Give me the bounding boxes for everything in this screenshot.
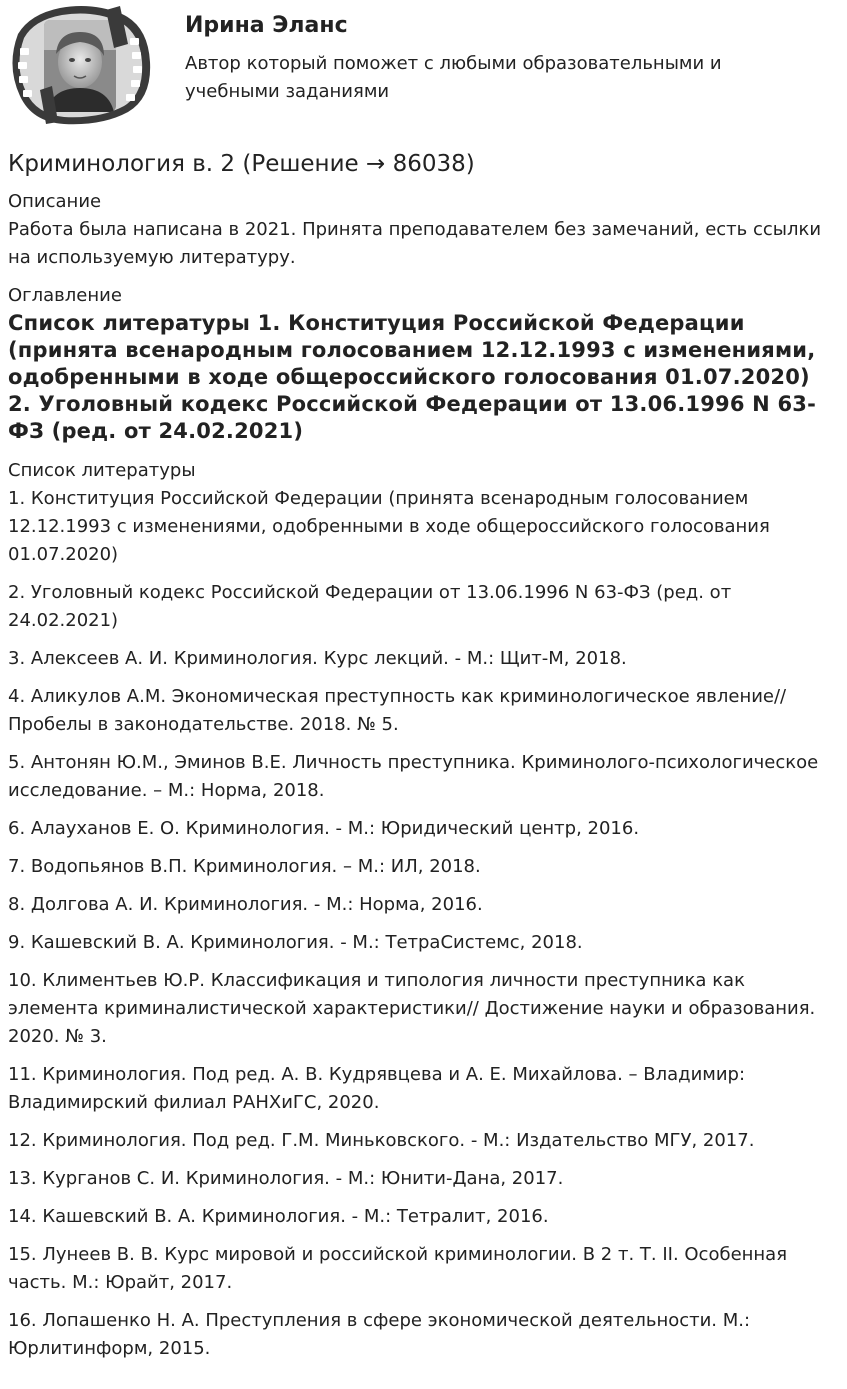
work-content (8, 146, 840, 1373)
bibliography-item: 10. Климентьев Ю.Р. Классификация и типология личности преступника как элемента криминалистической характеристики// Достижение науки и образования. 2020. № 3. (8, 970, 816, 1047)
bibliography-item: 4. Аликулов А.М. Экономическая преступность как криминологическое явление// Пробелы в законодательстве. 2018. № 5. (8, 686, 787, 735)
page-title: Криминология в. 2 (Решение → 86038) (8, 151, 475, 177)
bibliography-item: 5. Антонян Ю.М., Эминов В.Е. Личность преступника. Криминолого-психологическое исследование. – М.: Норма, 2018. (8, 752, 819, 801)
bibliography-item: 12. Криминология. Под ред. Г.М. Миньковского. - М.: Издательство МГУ, 2017. (8, 1130, 755, 1151)
bibliography-item: 15. Лунеев В. В. Курс мировой и российской криминологии. В 2 т. Т. II. Особенная часть. М.: Юрайт, 2017. (8, 1244, 788, 1293)
bibliography-item: 2. Уголовный кодекс Российской Федерации от 13.06.1996 N 63-ФЗ (ред. от 24.02.2021) (8, 582, 732, 631)
toc-text: Список литературы 1. Конституция Российской Федерации (принята всенародным голосованием 12.12.1993 с изменениями, одобренными в ходе общероссийского голосования 01.07.2020) 2. Уголовный кодекс Российской Федерации от 13.06.1996 N 63-ФЗ (ред. от 24.02.2021) (8, 311, 816, 443)
bibliography-item: 14. Кашевский В. А. Криминология. - М.: Тетралит, 2016. (8, 1206, 549, 1227)
bibliography-item: 16. Лопашенко Н. А. Преступления в сфере экономической деятельности. М.: Юрлитинформ, 2015. (8, 1310, 751, 1359)
bibliography-item: 8. Долгова А. И. Криминология. - М.: Норма, 2016. (8, 894, 483, 915)
description-label: Описание (8, 191, 102, 212)
author-name: Ирина Эланс (185, 13, 348, 38)
toc-label: Оглавление (8, 285, 122, 306)
bibliography-item: 7. Водопьянов В.П. Криминология. – М.: ИЛ, 2018. (8, 856, 481, 877)
author-avatar (6, 4, 154, 128)
bibliography-list (8, 485, 840, 1363)
bibliography-item: 11. Криминология. Под ред. А. В. Кудрявцева и А. Е. Михайлова. – Владимир: Владимирский филиал РАНХиГС, 2020. (8, 1064, 746, 1113)
description-text: Работа была написана в 2021. Принята преподавателем без замечаний, есть ссылки на используемую литературу. (8, 219, 822, 268)
bibliography-label: Список литературы (8, 460, 196, 481)
author-header (0, 0, 847, 140)
bibliography-item: 9. Кашевский В. А. Криминология. - М.: ТетраСистемс, 2018. (8, 932, 583, 953)
bibliography-item: 1. Конституция Российской Федерации (принята всенародным голосованием 12.12.1993 с изменениями, одобренными в ходе общероссийского голосования 01.07.2020) (8, 488, 770, 565)
bibliography-item: 13. Курганов С. И. Криминология. - М.: Юнити-Дана, 2017. (8, 1168, 564, 1189)
bibliography-item: 6. Алауханов Е. О. Криминология. - М.: Юридический центр, 2016. (8, 818, 640, 839)
bibliography-item: 3. Алексеев А. И. Криминология. Курс лекций. - М.: Щит-М, 2018. (8, 648, 627, 669)
author-description: Автор который поможет с любыми образовательными и учебными заданиями (185, 53, 722, 102)
